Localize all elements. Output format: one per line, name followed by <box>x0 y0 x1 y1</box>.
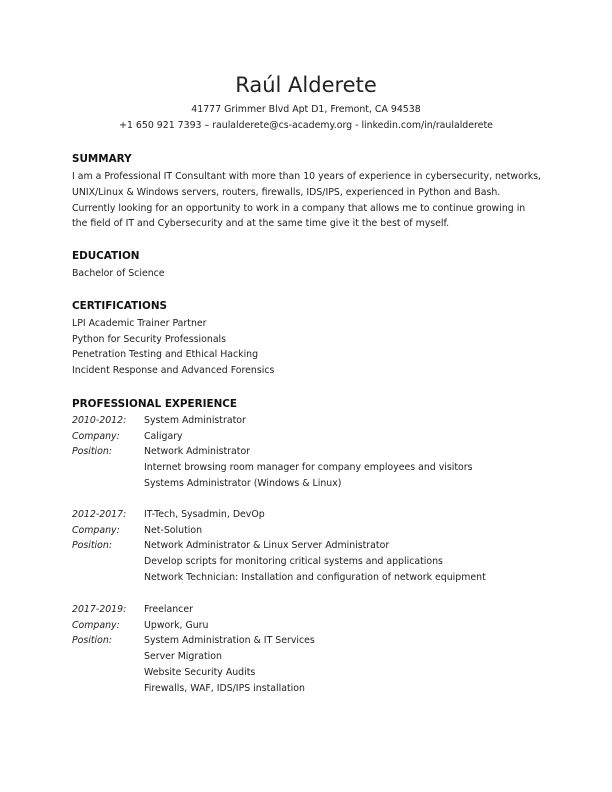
job-position: Develop scripts for monitoring critical systems and applications <box>144 556 443 568</box>
job-company: Upwork, Guru <box>144 619 209 631</box>
job-position: Network Technician: Installation and configuration of network equipment <box>144 571 486 583</box>
job-position-row <box>72 570 542 586</box>
job-company-row <box>72 523 542 539</box>
education-degree: Bachelor of Science <box>72 268 165 279</box>
job-company-row <box>72 618 542 634</box>
job-position: Systems Administrator (Windows & Linux) <box>144 477 342 489</box>
job-position: Server Migration <box>144 651 222 663</box>
certification-item: Penetration Testing and Ethical Hacking <box>72 349 259 361</box>
company-label: Company: <box>72 430 120 442</box>
education-heading: EDUCATION <box>72 250 140 262</box>
experience-heading: PROFESSIONAL EXPERIENCE <box>72 398 238 410</box>
job-company-row <box>72 429 542 445</box>
experience-section <box>72 397 542 414</box>
job-role: IT-Tech, Sysadmin, DevOp <box>144 509 265 520</box>
job-role: System Administrator <box>144 415 246 426</box>
job-period-row <box>72 507 542 523</box>
job-position-row <box>72 460 542 476</box>
job-position-row <box>72 476 542 492</box>
certifications-heading: CERTIFICATIONS <box>72 300 168 312</box>
job-period: 2010-2012: <box>72 415 127 426</box>
job-position-row <box>72 444 542 460</box>
job-entry <box>72 602 542 696</box>
education-section <box>72 249 542 282</box>
job-position-row <box>72 538 542 554</box>
company-label: Company: <box>72 619 120 631</box>
summary-section <box>72 152 542 232</box>
position-label: Position: <box>72 635 112 647</box>
summary-text: I am a Professional IT Consultant with more than 10 years of experience in cybersecurity, networks, UNIX/Linux & Windows servers, routers, firewalls, IDS/IPS, experienced in Python and Bash. Currently looking for an opportunity to work in a company that allows me to continue growing in the field of IT and Cybersecurity and at the same time give it the best of myself. <box>72 171 541 230</box>
job-position: Website Security Audits <box>144 666 256 678</box>
certifications-section <box>72 299 542 379</box>
company-label: Company: <box>72 524 120 536</box>
position-label: Position: <box>72 540 112 552</box>
job-position: System Administration & IT Services <box>144 635 315 647</box>
job-position-row <box>72 649 542 665</box>
job-period: 2012-2017: <box>72 509 127 520</box>
summary-heading: SUMMARY <box>72 153 132 165</box>
job-position: Firewalls, WAF, IDS/IPS installation <box>144 682 305 694</box>
job-entry <box>72 507 542 586</box>
certification-item: Incident Response and Advanced Forensics <box>72 365 275 377</box>
job-position: Network Administrator & Linux Server Administrator <box>144 540 390 552</box>
job-period: 2017-2019: <box>72 604 127 615</box>
job-position-row <box>72 633 542 649</box>
contact-line: +1 650 921 7393 – raulalderete@cs-academy.org - linkedin.com/in/raulalderete <box>119 120 493 131</box>
job-entry <box>72 413 542 492</box>
job-period-row <box>72 602 542 618</box>
job-position-row <box>72 665 542 681</box>
job-position: Network Administrator <box>144 446 251 458</box>
job-company: Net-Solution <box>144 524 203 536</box>
position-label: Position: <box>72 446 112 458</box>
certification-item: Python for Security Professionals <box>72 333 227 345</box>
job-position: Internet browsing room manager for company employees and visitors <box>144 462 473 474</box>
resume-name: Raúl Alderete <box>235 73 377 97</box>
job-company: Caligary <box>144 430 183 442</box>
job-period-row <box>72 413 542 429</box>
job-role: Freelancer <box>144 604 193 615</box>
job-position-row <box>72 554 542 570</box>
certification-item: LPI Academic Trainer Partner <box>72 318 207 329</box>
address-line: 41777 Grimmer Blvd Apt D1, Fremont, CA 94538 <box>191 104 421 115</box>
job-position-row <box>72 681 542 697</box>
